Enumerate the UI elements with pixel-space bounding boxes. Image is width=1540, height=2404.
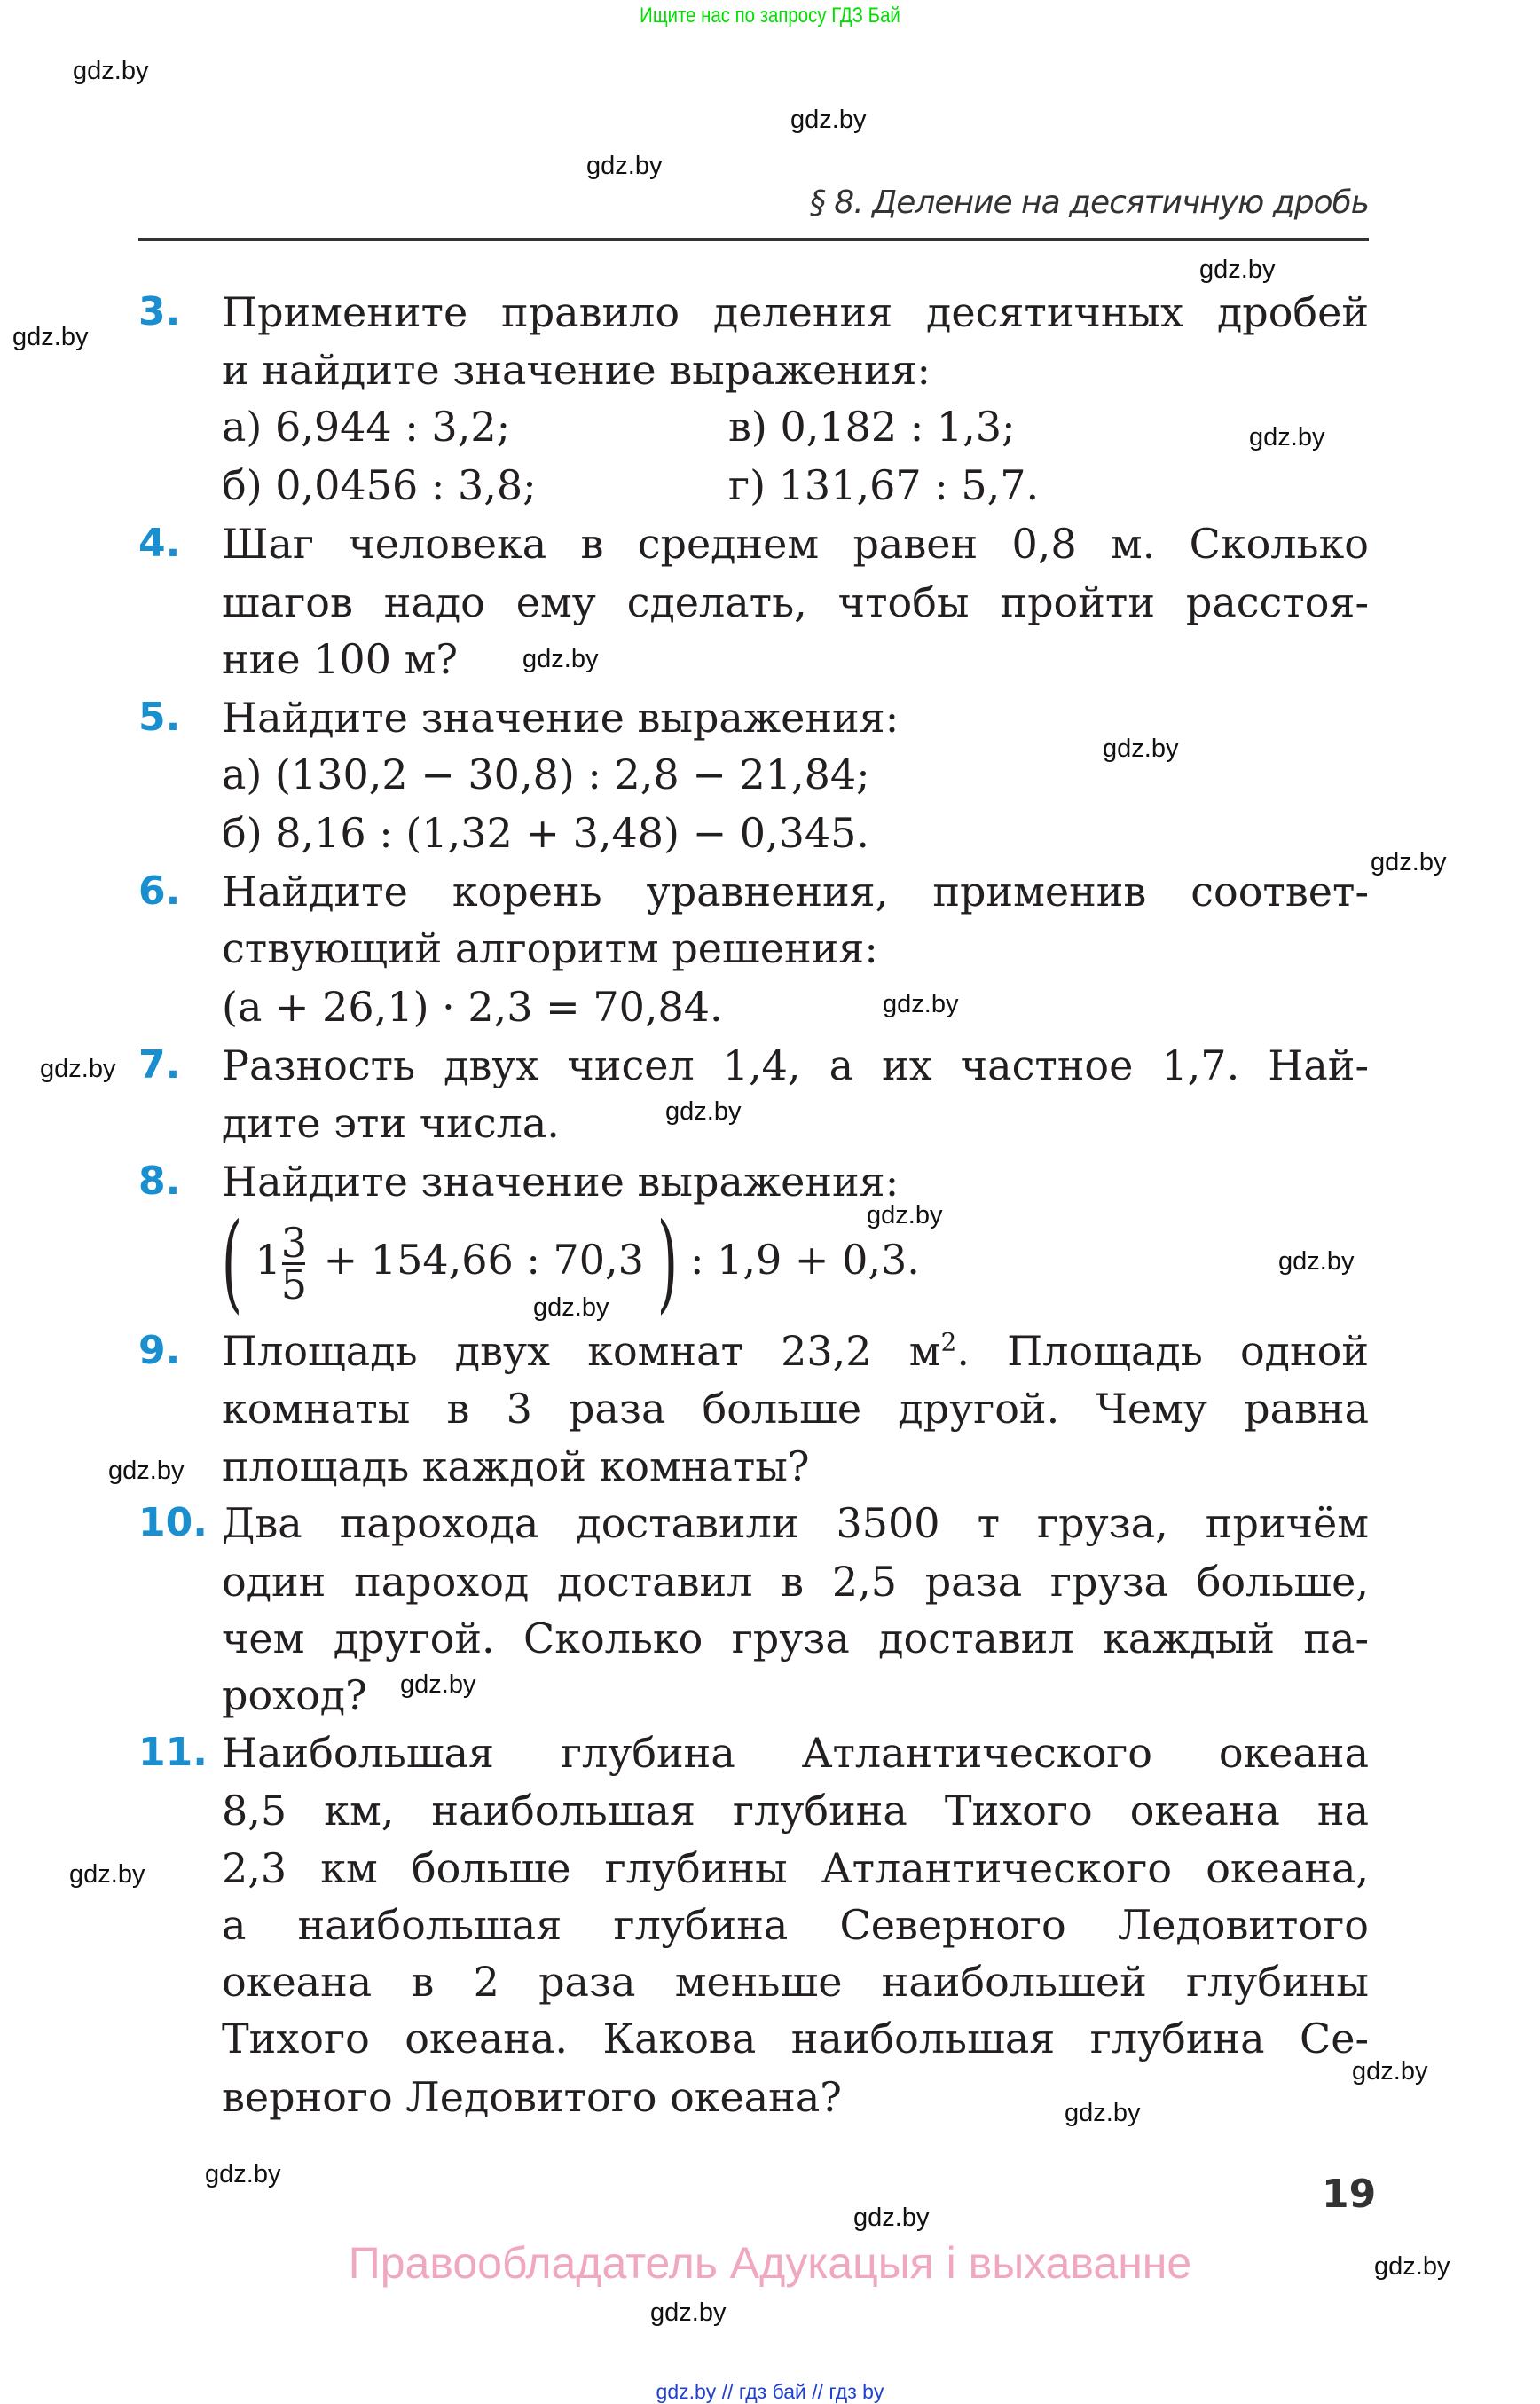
formula-middle: + 154,66 : 70,3 bbox=[323, 1236, 644, 1284]
header-divider bbox=[138, 238, 1369, 241]
section-header: § 8. Деление на десятичную дробь bbox=[809, 185, 1369, 221]
task-text-line: чем другой. Сколько груза доставил каждый па- bbox=[222, 1614, 1369, 1662]
text-part: . Площадь одной bbox=[956, 1327, 1369, 1375]
watermark: gdz.by bbox=[69, 1860, 145, 1889]
task-text-line: шагов надо ему сделать, чтобы пройти расстоя- bbox=[222, 578, 1369, 626]
watermark: gdz.by bbox=[853, 2204, 930, 2232]
formula-close-paren: ) bbox=[656, 1201, 678, 1324]
task-number: 4. bbox=[138, 521, 181, 566]
watermark: gdz.by bbox=[790, 106, 867, 134]
watermark: gdz.by bbox=[533, 1293, 609, 1322]
watermark: gdz.by bbox=[108, 1457, 185, 1485]
task-text-line: Тихого океана. Какова наибольшая глубина Се- bbox=[222, 2015, 1369, 2062]
task-number: 7. bbox=[138, 1042, 181, 1088]
task-text-line: Найдите значение выражения: bbox=[222, 1158, 900, 1206]
task-text-line: Два парохода доставили 3500 т груза, причём bbox=[222, 1499, 1369, 1547]
watermark: gdz.by bbox=[883, 990, 959, 1018]
formula-open-paren: ( bbox=[221, 1201, 243, 1324]
formula-fraction bbox=[280, 1218, 308, 1308]
fraction-numerator: 3 bbox=[280, 1218, 308, 1267]
task-number: 9. bbox=[138, 1328, 181, 1373]
watermark: gdz.by bbox=[1278, 1247, 1355, 1276]
task-text-line: роход? bbox=[222, 1671, 367, 1719]
superscript: 2 bbox=[940, 1327, 957, 1357]
watermark: gdz.by bbox=[205, 2160, 281, 2188]
task-text-line: Найдите значение выражения: bbox=[222, 694, 900, 742]
formula-whole-part: 1 bbox=[255, 1236, 281, 1284]
task-text-line: Разность двух чисел 1,4, а их частное 1,7. Най- bbox=[222, 1041, 1369, 1089]
watermark: gdz.by bbox=[73, 57, 149, 85]
task-text-line: ние 100 м? bbox=[222, 635, 459, 683]
task-text-line: Примените правило деления десятичных дробей bbox=[222, 288, 1369, 336]
task-text-line: один пароход доставил в 2,5 раза груза больше, bbox=[222, 1558, 1369, 1606]
task-text-line: Шаг человека в среднем равен 0,8 м. Сколько bbox=[222, 520, 1369, 568]
task-text-line bbox=[222, 1322, 1369, 1380]
watermark: gdz.by bbox=[1199, 255, 1276, 284]
watermark: gdz.by bbox=[1103, 735, 1179, 763]
page-number: 19 bbox=[1322, 2172, 1377, 2217]
task-text-line: комнаты в 3 раза больше другой. Чему равна bbox=[222, 1385, 1369, 1433]
task-text-line: верного Ледовитого океана? bbox=[222, 2073, 842, 2121]
watermark: gdz.by bbox=[40, 1055, 116, 1083]
watermark: gdz.by bbox=[1371, 848, 1447, 876]
watermark: gdz.by bbox=[522, 645, 599, 673]
subitem-g: г) 131,67 : 5,7. bbox=[728, 461, 1040, 509]
task-number: 10. bbox=[138, 1500, 208, 1545]
text-part: Площадь двух комнат 23,2 м bbox=[222, 1327, 941, 1375]
equation: (a + 26,1) · 2,3 = 70,84. bbox=[222, 983, 723, 1031]
formula-tail: : 1,9 + 0,3. bbox=[690, 1236, 920, 1284]
top-search-link[interactable]: Ищите нас по запросу ГДЗ Бай bbox=[640, 4, 900, 27]
task-text-line: и найдите значение выражения: bbox=[222, 346, 931, 394]
watermark: gdz.by bbox=[665, 1097, 742, 1126]
task-text-line: Найдите корень уравнения, применив соответ- bbox=[222, 868, 1369, 915]
copyright-notice: Правообладатель Адукацыя і выхаванне bbox=[348, 2238, 1192, 2288]
task-subitems-row bbox=[222, 456, 1369, 515]
watermark: gdz.by bbox=[586, 152, 663, 180]
task-text-line: б) 8,16 : (1,32 + 3,48) − 0,345. bbox=[222, 809, 870, 857]
task-text-line: дите эти числа. bbox=[222, 1099, 560, 1147]
watermark: gdz.by bbox=[12, 323, 89, 351]
task-text-line: ствующий алгоритм решения: bbox=[222, 924, 878, 972]
task-number: 3. bbox=[138, 289, 181, 334]
task-text-line: а) (130,2 − 30,8) : 2,8 − 21,84; bbox=[222, 750, 870, 798]
subitem-b: б) 0,0456 : 3,8; bbox=[222, 461, 537, 509]
task-text-line: 2,3 км больше глубины Атлантического океана, bbox=[222, 1844, 1369, 1892]
task-number: 11. bbox=[138, 1730, 208, 1775]
watermark: gdz.by bbox=[400, 1670, 476, 1699]
formula bbox=[221, 1201, 1369, 1324]
watermark: gdz.by bbox=[650, 2298, 727, 2327]
watermark: gdz.by bbox=[867, 1201, 943, 1229]
task-subitems-row bbox=[222, 397, 1369, 456]
footer-links[interactable]: gdz.by // гдз бай // гдз by bbox=[656, 2380, 884, 2403]
watermark: gdz.by bbox=[1374, 2252, 1450, 2281]
subitem-v: в) 0,182 : 1,3; bbox=[728, 403, 1016, 451]
watermark: gdz.by bbox=[1249, 423, 1325, 452]
watermark: gdz.by bbox=[1065, 2099, 1141, 2127]
watermark: gdz.by bbox=[1352, 2057, 1428, 2086]
task-text-line: океана в 2 раза меньше наибольшей глубины bbox=[222, 1958, 1369, 2006]
task-text-line: 8,5 км, наибольшая глубина Тихого океана на bbox=[222, 1787, 1369, 1834]
task-text-line: площадь каждой комнаты? bbox=[222, 1442, 810, 1490]
task-number: 8. bbox=[138, 1159, 181, 1204]
task-text-line: а наибольшая глубина Северного Ледовитого bbox=[222, 1901, 1369, 1949]
task-text-line: Наибольшая глубина Атлантического океана bbox=[222, 1729, 1369, 1777]
task-number: 5. bbox=[138, 695, 181, 740]
subitem-a: а) 6,944 : 3,2; bbox=[222, 403, 511, 451]
fraction-denominator: 5 bbox=[280, 1260, 308, 1308]
task-number: 6. bbox=[138, 868, 181, 914]
